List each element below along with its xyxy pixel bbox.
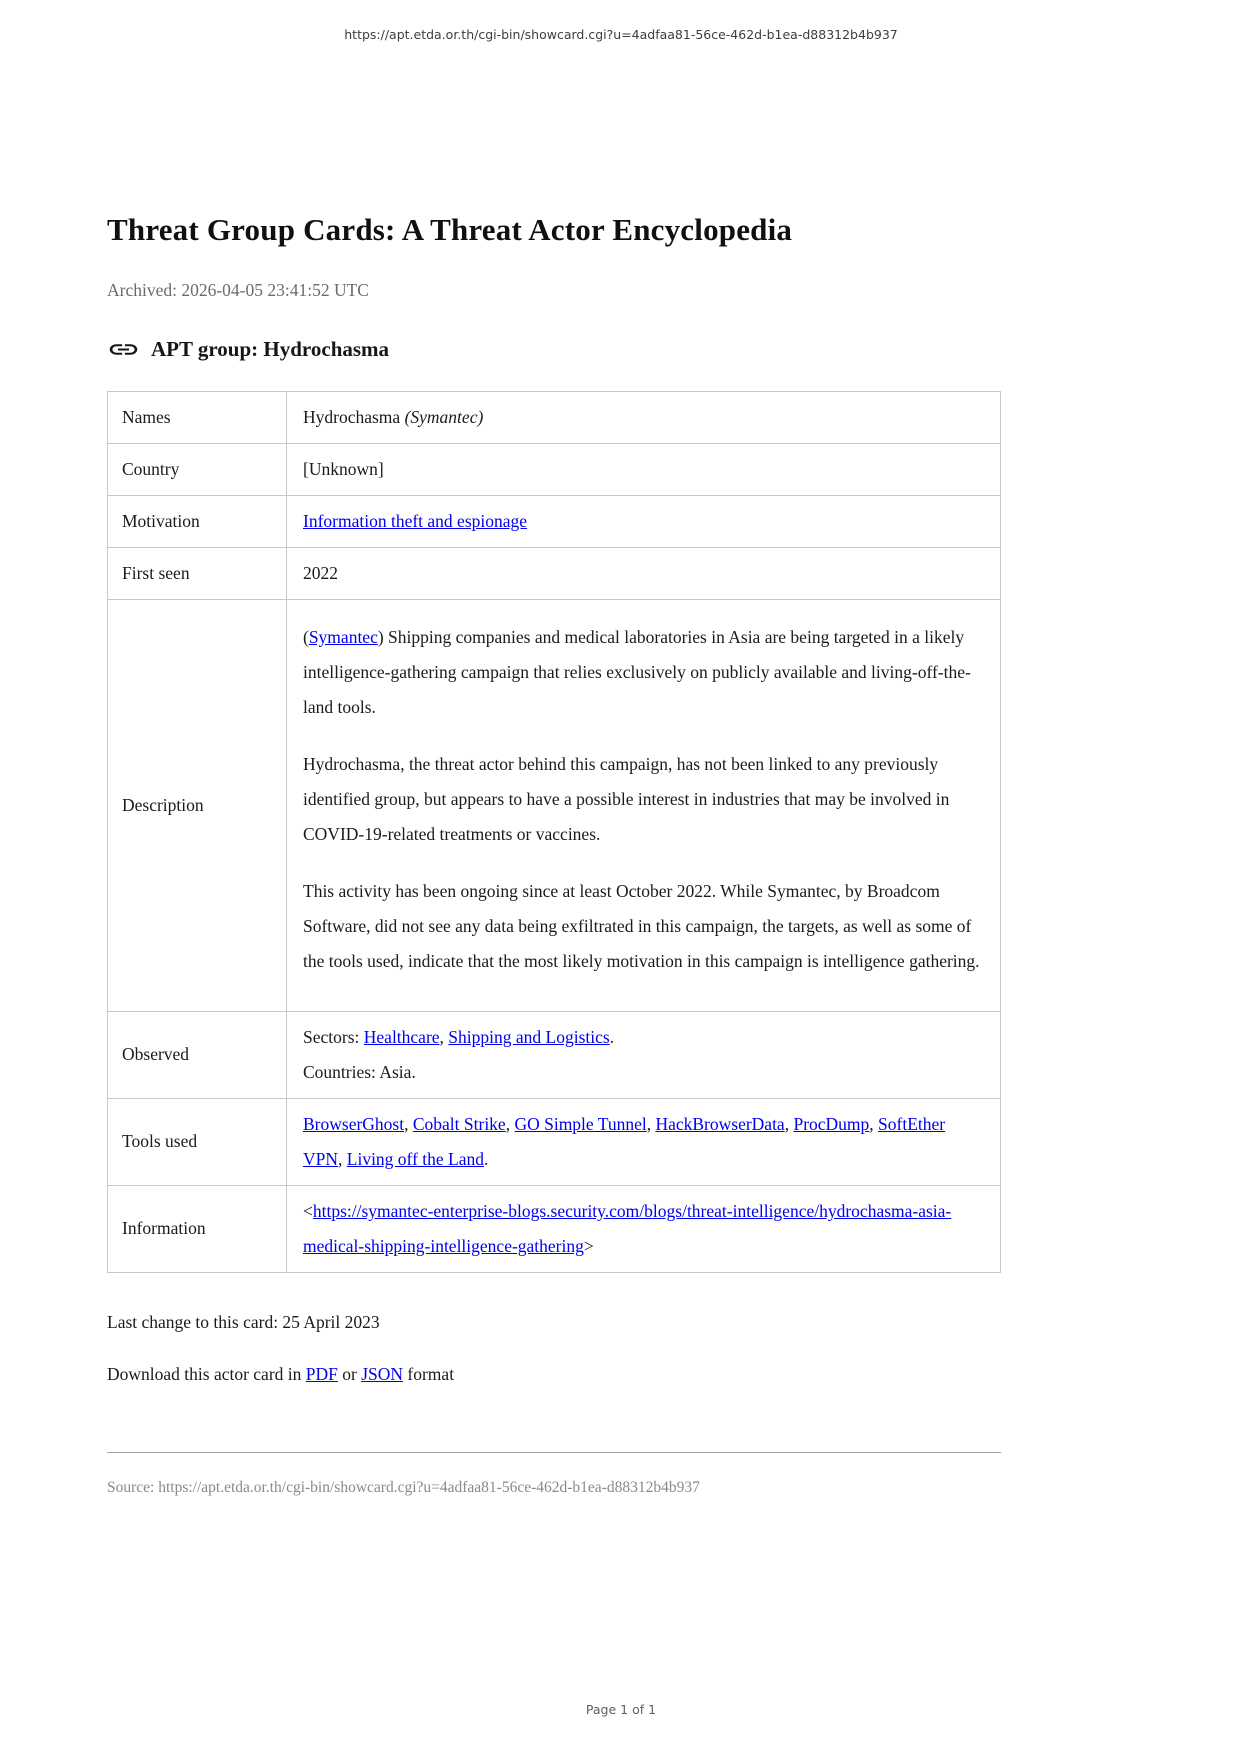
download-suffix: format: [403, 1363, 455, 1384]
table-row-information: [108, 1185, 1001, 1272]
separator: ,: [505, 1113, 515, 1134]
download-line: [107, 1364, 1001, 1385]
separator: ,: [646, 1113, 656, 1134]
row-label-names: Names: [108, 391, 287, 443]
description-paragraph-2: Hydrochasma, the threat actor behind this campaign, has not been linked to any previously identified group, but appears to have a possible interest in industries that may be involved in COVID-19-related treatments or vaccines.: [303, 753, 950, 844]
separator: ,: [784, 1113, 794, 1134]
description-cell: [287, 599, 1001, 1011]
row-label-tools-used: Tools used: [108, 1098, 287, 1185]
table-row-first-seen: [108, 547, 1001, 599]
sector-link-healthcare[interactable]: Healthcare: [363, 1026, 440, 1047]
link-chain-icon: [107, 337, 140, 362]
tool-link-softether-vpn[interactable]: SoftEther VPN: [303, 1113, 946, 1169]
tool-link-procdump[interactable]: ProcDump: [793, 1113, 870, 1134]
separator: ,: [439, 1026, 449, 1047]
observed-cell: [287, 1011, 1001, 1098]
motivation-link[interactable]: Information theft and espionage: [303, 510, 528, 531]
group-heading: [107, 337, 1001, 362]
tools-used-cell: [287, 1098, 1001, 1185]
archived-timestamp: Archived: 2026-04-05 23:41:52 UTC: [107, 279, 369, 300]
names-cell: [287, 391, 1001, 443]
table-row-motivation: [108, 495, 1001, 547]
paren-open: (: [303, 626, 309, 647]
group-heading-label: APT group: Hydrochasma: [151, 336, 390, 361]
page-number: Page 1 of 1: [585, 1702, 657, 1717]
first-seen-cell: 2022: [287, 547, 1001, 599]
table-row-description: [108, 599, 1001, 1011]
last-change-line: Last change to this card: 25 April 2023: [107, 1311, 380, 1332]
symantec-link[interactable]: Symantec: [308, 626, 378, 647]
table-row-country: [108, 443, 1001, 495]
tool-link-browserghost[interactable]: BrowserGhost: [303, 1113, 405, 1134]
separator: ,: [404, 1113, 413, 1134]
table-row-observed: [108, 1011, 1001, 1098]
information-url-link[interactable]: https://symantec-enterprise-blogs.security.com/blogs/threat-intelligence/hydrochasma-asia-medical-shipping-intelligence-gathering: [303, 1200, 952, 1256]
row-label-description: Description: [108, 599, 287, 1011]
information-cell: [287, 1185, 1001, 1272]
separator: .: [483, 1148, 489, 1169]
description-p1-text: ) Shipping companies and medical laboratories in Asia are being targeted in a likely intelligence-gathering campaign that relies exclusively on publicly available and living-off-the-land tools.: [303, 626, 971, 717]
row-label-country: Country: [108, 443, 287, 495]
table-row-names: [108, 391, 1001, 443]
angle-open: <: [303, 1200, 313, 1221]
header-url-text: https://apt.etda.or.th/cgi-bin/showcard.cgi?u=4adfaa81-56ce-462d-b1ea-d88312b4b937: [344, 27, 898, 42]
footer-divider: [107, 1452, 1001, 1453]
row-label-first-seen: First seen: [108, 547, 287, 599]
observed-sectors-line: [303, 1020, 984, 1055]
json-download-link[interactable]: JSON: [361, 1363, 404, 1384]
document-content: [107, 0, 1001, 1497]
tool-link-cobalt-strike[interactable]: Cobalt Strike: [412, 1113, 506, 1134]
description-paragraph-3: This activity has been ongoing since at least October 2022. While Symantec, by Broadcom Software, did not see any data being exfiltrated in this campaign, the targets, as well as some of the tools used, indicate that the most likely motivation in this campaign is intelligence gathering.: [303, 880, 980, 971]
row-label-motivation: Motivation: [108, 495, 287, 547]
pdf-download-link[interactable]: PDF: [305, 1363, 338, 1384]
tool-link-hackbrowserdata[interactable]: HackBrowserData: [655, 1113, 785, 1134]
row-label-observed: Observed: [108, 1011, 287, 1098]
sector-link-shipping-and-logistics[interactable]: Shipping and Logistics: [448, 1026, 610, 1047]
sectors-prefix: Sectors:: [303, 1026, 364, 1047]
names-alias: (Symantec): [404, 406, 484, 427]
angle-close: >: [583, 1235, 594, 1256]
row-label-information: Information: [108, 1185, 287, 1272]
download-prefix: Download this actor card in: [107, 1363, 306, 1384]
motivation-cell: [287, 495, 1001, 547]
source-line: Source: https://apt.etda.or.th/cgi-bin/showcard.cgi?u=4adfaa81-56ce-462d-b1ea-d88312b4b937: [107, 1478, 700, 1496]
names-value: Hydrochasma: [303, 406, 405, 427]
table-row-tools-used: [108, 1098, 1001, 1185]
separator: ,: [869, 1113, 879, 1134]
separator: ,: [338, 1148, 347, 1169]
page-title: Threat Group Cards: A Threat Actor Encyclopedia: [107, 212, 793, 247]
tool-link-living-off-the-land[interactable]: Living off the Land: [346, 1148, 484, 1169]
tool-link-go-simple-tunnel[interactable]: GO Simple Tunnel: [514, 1113, 647, 1134]
threat-card-table: [107, 391, 1001, 1273]
download-or: or: [337, 1363, 362, 1384]
country-cell: [Unknown]: [287, 443, 1001, 495]
description-paragraph-1: [303, 620, 984, 725]
separator: .: [609, 1026, 615, 1047]
observed-countries-line: Countries: Asia.: [303, 1061, 416, 1082]
